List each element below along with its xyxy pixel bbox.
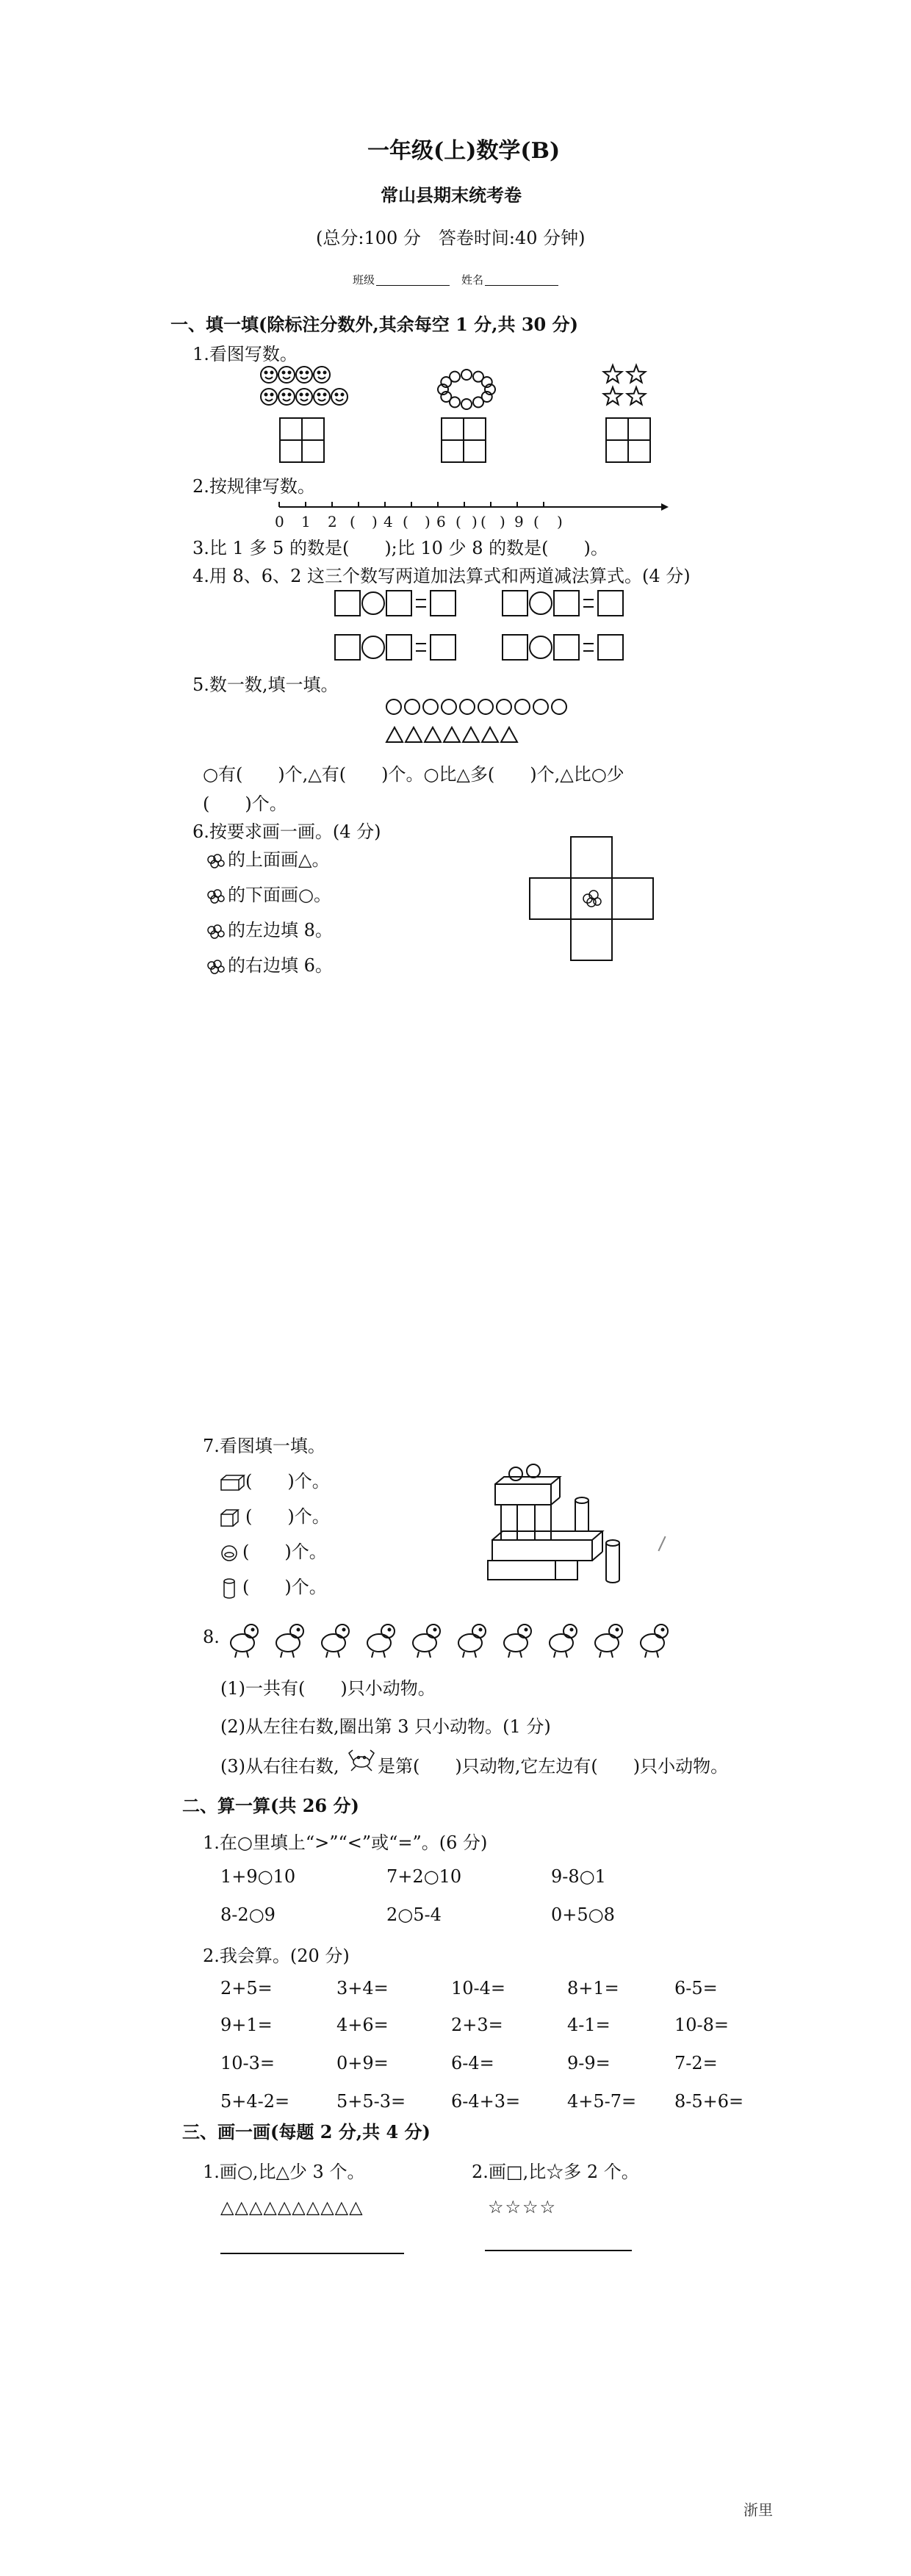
tick-blank-open: ( <box>350 513 356 530</box>
q8-label: 8. <box>203 1627 220 1647</box>
smiley-icon <box>331 389 348 405</box>
circle-shape <box>442 699 456 714</box>
circle-shape <box>386 699 401 714</box>
answer-grid-2[interactable] <box>441 417 486 463</box>
answer-box <box>554 591 579 616</box>
tick-blank-open: ( <box>533 513 539 530</box>
answer-box <box>386 591 411 616</box>
calc-problem[interactable]: 6-5= <box>674 1978 718 1998</box>
calc-problem[interactable]: 9-9= <box>567 2053 611 2073</box>
answer-box <box>598 635 623 660</box>
calc-problem[interactable]: 6-4= <box>451 2053 494 2073</box>
answer-box <box>503 591 527 616</box>
bead-ring <box>433 367 500 411</box>
smiley-icon <box>278 367 295 383</box>
compare-item[interactable]: 7+2○10 <box>386 1866 462 1887</box>
triangles-row <box>385 724 547 746</box>
bead-icon <box>450 372 460 382</box>
triangle-shape <box>444 727 460 742</box>
answer-box <box>386 635 411 660</box>
q1-label: 1.看图写数。 <box>192 344 298 364</box>
tick-label: 4 <box>384 513 393 530</box>
q6-item <box>206 951 333 976</box>
triangle-shape <box>386 727 403 742</box>
block-structure <box>485 1455 632 1587</box>
calc-problem[interactable]: 10-4= <box>451 1978 506 1998</box>
triangle-shape <box>406 727 422 742</box>
animal-icon <box>550 1625 577 1658</box>
cylinder-icon <box>220 1577 242 1600</box>
q8-item-3b: 是第( )只动物,它左边有( )只小动物。 <box>378 1756 729 1777</box>
q6-item-text: 的左边填 8。 <box>228 920 333 940</box>
grape-icon <box>206 923 228 940</box>
section3-heading: 三、画一画(每题 2 分,共 4 分) <box>182 2121 431 2143</box>
answer-box <box>554 635 579 660</box>
bead-icon <box>461 399 472 409</box>
calc-problem[interactable]: 5+5-3= <box>336 2091 406 2112</box>
calc-problem[interactable]: 2+3= <box>451 2015 503 2035</box>
tick-label: 1 <box>301 513 311 530</box>
calc-problem[interactable]: 4-1= <box>567 2015 611 2035</box>
star-icon <box>627 365 646 383</box>
triangle-shape <box>463 727 479 742</box>
section1-heading: 一、填一填(除标注分数外,其余每空 1 分,共 30 分) <box>170 314 578 335</box>
compare-item[interactable]: 9-8○1 <box>551 1866 606 1887</box>
triangle-shape <box>425 727 441 742</box>
calc-problem[interactable]: 7-2= <box>674 2053 718 2073</box>
smiley-icon <box>296 367 312 383</box>
operator-circle <box>530 636 552 658</box>
s3-q2-answer-line[interactable] <box>485 2250 632 2251</box>
name-blank[interactable] <box>485 285 558 286</box>
s2-q2-text: 2.我会算。(20 分) <box>203 1946 350 1966</box>
q6-item <box>206 915 333 941</box>
circles-row <box>385 697 576 719</box>
q6-text: 6.按要求画一画。(4 分) <box>192 821 381 842</box>
animals-row <box>222 1618 692 1662</box>
circle-shape <box>405 699 420 714</box>
q7-item-cube <box>220 1502 330 1528</box>
smiley-icon <box>314 389 330 405</box>
tick-blank-open: ( <box>480 513 486 530</box>
exam-meta: (总分:100 分 答卷时间:40 分钟) <box>316 228 586 248</box>
operator-circle <box>530 592 552 614</box>
section2-heading: 二、算一算(共 26 分) <box>182 1795 359 1816</box>
s3-q2-text: 2.画□,比☆多 2 个。 <box>472 2162 639 2182</box>
answer-box <box>431 591 455 616</box>
answer-grid-3[interactable] <box>605 417 651 463</box>
exam-subtitle: 常山县期末统考卷 <box>381 184 522 206</box>
animal-icon <box>641 1625 668 1658</box>
star-icon <box>604 365 622 383</box>
animal-icon <box>276 1625 303 1658</box>
circle-shape <box>423 699 438 714</box>
animal-icon <box>322 1625 349 1658</box>
class-blank[interactable] <box>376 285 450 286</box>
tick-blank-close: ) <box>557 513 563 530</box>
triangle-shape <box>501 727 517 742</box>
compare-item[interactable]: 1+9○10 <box>220 1866 296 1887</box>
cross-grid[interactable] <box>529 836 654 961</box>
calc-problem[interactable]: 8+1= <box>567 1978 619 1998</box>
bead-icon <box>473 397 483 407</box>
circle-shape <box>478 699 493 714</box>
tick-label: 0 <box>275 513 284 530</box>
calc-problem[interactable]: 6-4+3= <box>451 2091 521 2112</box>
calc-problem[interactable]: 0+9= <box>336 2053 389 2073</box>
answer-grid-1[interactable] <box>279 417 325 463</box>
smiley-icon <box>261 389 277 405</box>
calc-problem[interactable]: 5+4-2= <box>220 2091 290 2112</box>
tick-blank-open: ( <box>455 513 461 530</box>
q4-text: 4.用 8、6、2 这三个数写两道加法算式和两道减法算式。(4 分) <box>192 566 691 586</box>
scan-mark <box>658 1536 666 1552</box>
compare-item[interactable]: 8-2○9 <box>220 1904 276 1925</box>
tick-blank-open: ( <box>403 513 408 530</box>
calc-problem[interactable]: 8-5+6= <box>674 2091 744 2112</box>
tick-label: 2 <box>328 513 337 530</box>
answer-box <box>335 591 360 616</box>
cube-icon <box>220 1508 245 1528</box>
crab-icon <box>347 1746 376 1772</box>
s3-q1-shapes: △△△△△△△△△△ <box>220 2197 364 2217</box>
calc-problem[interactable]: 9+1= <box>220 2015 273 2035</box>
operator-circle <box>362 592 384 614</box>
tick-blank-close: ) <box>472 513 478 530</box>
q7-item-sphere <box>220 1537 327 1563</box>
bead-icon <box>461 370 472 380</box>
circle-shape <box>460 699 475 714</box>
s2-q1-text: 1.在○里填上“>”“<”或“=”。(6 分) <box>203 1832 488 1853</box>
q3-text: 3.比 1 多 5 的数是( );比 10 少 8 的数是( )。 <box>192 538 608 558</box>
q5-answer-line: ○有( )个,△有( )个。○比△多( )个,△比○少 <box>203 764 624 785</box>
tick-blank-close: ) <box>500 513 505 530</box>
q6-item-text: 的右边填 6。 <box>228 955 333 976</box>
q7-item-cuboid <box>220 1467 330 1492</box>
smiley-icon <box>261 367 277 383</box>
q7-item-cylinder <box>220 1572 327 1600</box>
s3-q1-answer-line[interactable] <box>220 2253 404 2254</box>
animal-icon <box>367 1625 395 1658</box>
circle-shape <box>552 699 566 714</box>
circle-shape <box>497 699 511 714</box>
page-title: 一年级(上)数学(B) <box>367 138 561 164</box>
animal-icon <box>458 1625 486 1658</box>
smiley-faces-group <box>259 364 347 409</box>
calc-problem[interactable]: 2+5= <box>220 1978 273 1998</box>
grape-icon <box>206 958 228 976</box>
name-label: 姓名 <box>461 273 484 287</box>
q7-text: 7.看图填一填。 <box>203 1436 325 1456</box>
star-icon <box>627 387 646 405</box>
q8-item-2: (2)从左往右数,圈出第 3 只小动物。(1 分) <box>220 1716 551 1737</box>
answer-box <box>598 591 623 616</box>
tick-label: 9 <box>514 513 524 530</box>
grape-icon <box>206 852 228 870</box>
tick-blank-close: ) <box>372 513 378 530</box>
grape-icon <box>206 888 228 905</box>
q2-label: 2.按规律写数。 <box>192 476 315 497</box>
calc-problem[interactable]: 10-8= <box>674 2015 730 2035</box>
tick-label: 6 <box>436 513 446 530</box>
calc-problem[interactable]: 4+5-7= <box>567 2091 637 2112</box>
calc-problem[interactable]: 3+4= <box>336 1978 389 1998</box>
q6-item-text: 的上面画△。 <box>228 849 330 870</box>
q6-item <box>206 880 331 906</box>
calc-problem[interactable]: 10-3= <box>220 2053 276 2073</box>
tick-blank-close: ) <box>425 513 431 530</box>
footer-mark: 浙里 <box>743 2501 773 2519</box>
q8-item-1: (1)一共有( )只小动物。 <box>220 1678 436 1699</box>
compare-item[interactable]: 2○5-4 <box>386 1904 442 1925</box>
q5-text: 5.数一数,填一填。 <box>192 674 339 695</box>
star-icon <box>604 387 622 405</box>
q7-item-text: ( )个。 <box>245 1506 330 1527</box>
s3-q2-shapes: ☆☆☆☆ <box>488 2197 558 2217</box>
stars-group <box>601 364 652 409</box>
q7-item-text: ( )个。 <box>242 1541 327 1562</box>
q7-item-text: ( )个。 <box>245 1471 330 1492</box>
answer-box <box>431 635 455 660</box>
class-label: 班级 <box>353 273 375 287</box>
q8-item-3a: (3)从右往右数, <box>220 1756 339 1777</box>
cuboid-icon <box>220 1474 245 1492</box>
animal-icon <box>595 1625 622 1658</box>
triangle-shape <box>482 727 498 742</box>
smiley-icon <box>314 367 330 383</box>
sphere-icon <box>220 1544 242 1563</box>
q6-item-text: 的下面画○。 <box>228 885 331 905</box>
answer-box <box>335 635 360 660</box>
animal-icon <box>231 1625 258 1658</box>
circle-shape <box>515 699 530 714</box>
q5-answer-line2: ( )个。 <box>203 794 287 814</box>
q7-item-text: ( )个。 <box>242 1577 327 1597</box>
s3-q1-text: 1.画○,比△少 3 个。 <box>203 2162 365 2182</box>
number-line-labels <box>275 513 669 532</box>
smiley-icon <box>278 389 295 405</box>
compare-item[interactable]: 0+5○8 <box>551 1904 615 1925</box>
calc-problem[interactable]: 4+6= <box>336 2015 389 2035</box>
q6-item <box>206 845 329 871</box>
operator-circle <box>362 636 384 658</box>
animal-icon <box>504 1625 531 1658</box>
animal-icon <box>413 1625 440 1658</box>
equation-boxes[interactable] <box>334 588 627 664</box>
answer-box <box>503 635 527 660</box>
smiley-icon <box>296 389 312 405</box>
circle-shape <box>533 699 548 714</box>
